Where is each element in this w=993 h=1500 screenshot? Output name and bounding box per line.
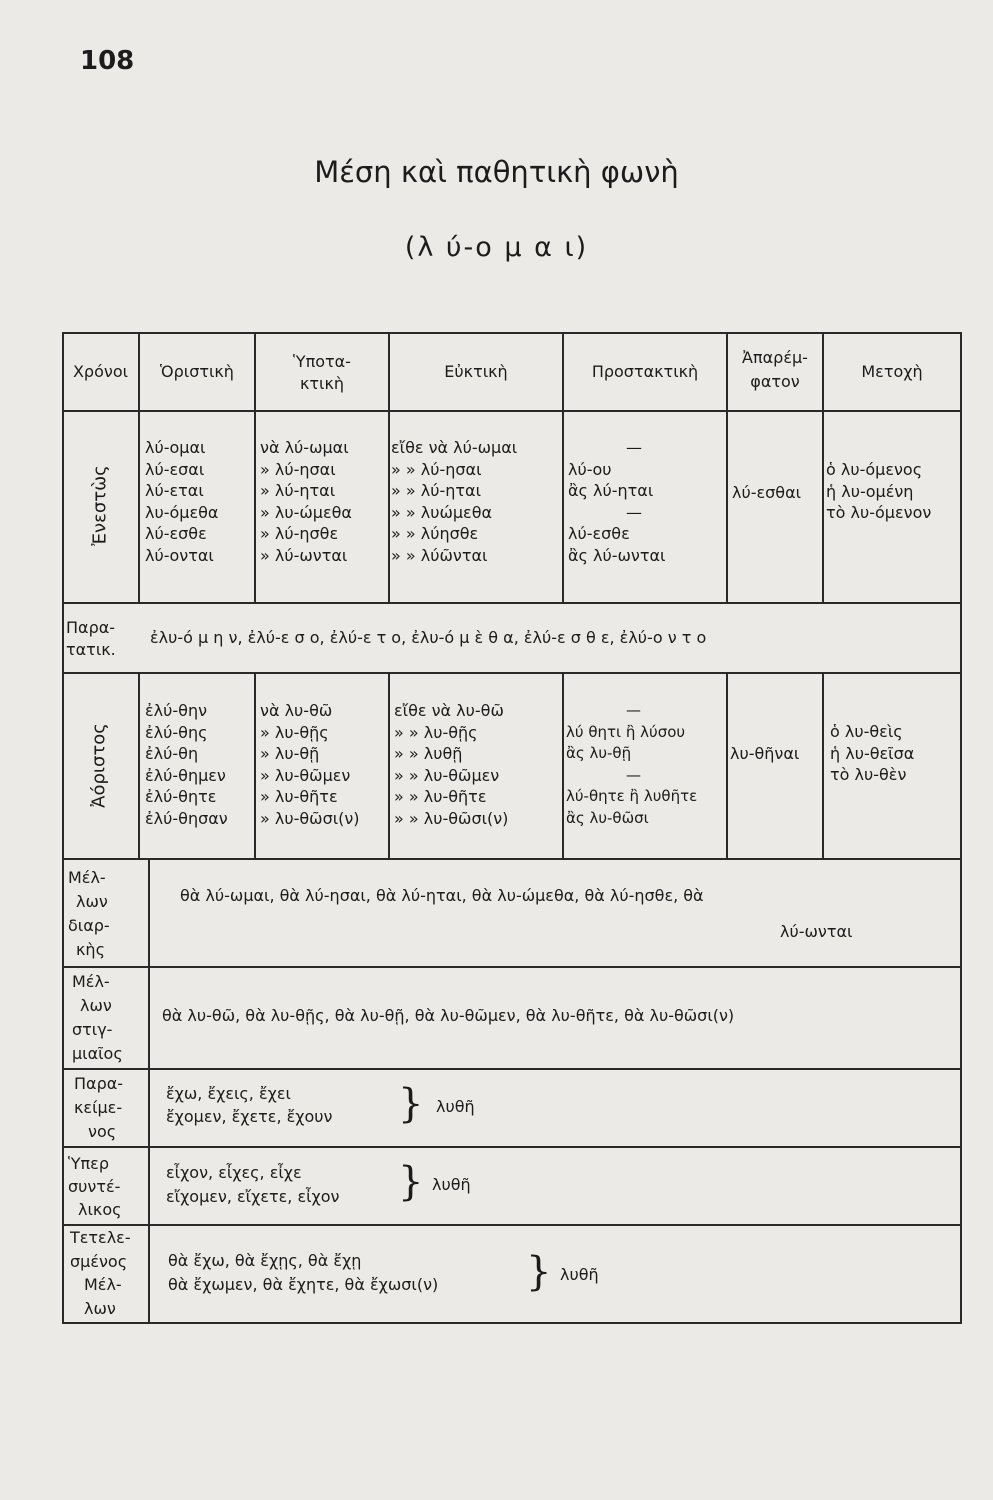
list-item: » λύ-ωνται	[260, 545, 348, 565]
label-line: μιαῖος	[72, 1044, 123, 1063]
future-perfect-brace: }	[526, 1249, 552, 1295]
list-item: » λυ-θῇς	[260, 722, 329, 742]
header-aparemfato-1: Ἀπαρέμ-	[742, 348, 808, 367]
list-item: εἴθε νὰ λυ-θῶ	[394, 701, 504, 720]
list-item: λύ-εται	[145, 481, 204, 500]
aorist-oristiki	[145, 700, 228, 829]
list-item: ἂς λύ-ηται	[568, 481, 654, 500]
label-line: διαρ-	[68, 916, 110, 935]
list-item: » » λύῶνται	[391, 545, 488, 565]
list-item: ἐλύ-θησαν	[145, 808, 228, 828]
list-item: —	[626, 701, 641, 719]
list-item: λύ-ομαι	[145, 438, 206, 457]
present-bottom-rule	[62, 602, 962, 604]
aorist-euktiki	[394, 700, 508, 829]
list-item: ἡ λυ-θεῖσα	[830, 743, 915, 763]
page-title: Μέση καὶ παθητικὴ φωνὴ	[314, 155, 679, 189]
list-item: » λυ-θῶσι(ν)	[260, 808, 360, 828]
list-item: ἂς λυ-θῇ	[566, 744, 632, 762]
list-item: ἡ λυ-ομένη	[826, 481, 914, 501]
list-item: » » λυθῇ	[394, 744, 463, 763]
list-item: » λυ-θῶμεν	[260, 765, 351, 785]
col-divider-3b	[388, 672, 390, 858]
col-divider-4b	[562, 672, 564, 858]
pluperfect-line1: εἶχον, εἶχες, εἶχε	[166, 1163, 302, 1182]
list-item: ἐλύ-θης	[145, 722, 208, 742]
present-oristiki	[145, 437, 218, 566]
header-euktiki: Εὐκτικὴ	[444, 362, 508, 381]
list-item: λύ-ου	[568, 459, 612, 479]
pluperfect-brace: }	[398, 1159, 424, 1205]
list-item: » » λύησθε	[391, 524, 479, 543]
list-item: » λύ-ησθε	[260, 524, 339, 543]
future-perfect-label	[70, 1226, 131, 1320]
future-cont-line2: λύ-ωνται	[780, 922, 853, 941]
aorist-ypotaktiki	[260, 700, 360, 829]
header-oristiki: Ὁριστικὴ	[160, 362, 234, 381]
list-item: » » λυώμεθα	[391, 502, 493, 522]
perfect-brace: }	[398, 1081, 424, 1127]
list-item: ἂς λύ-ωνται	[568, 545, 666, 565]
perfect-label	[74, 1072, 123, 1144]
list-item: λύ-εσθε	[145, 524, 207, 543]
label-divider-lower	[148, 858, 150, 1322]
list-item: λύ θητι ἢ λύσου	[566, 722, 686, 741]
future-simple-forms: θὰ λυ-θῶ, θὰ λυ-θῇς, θὰ λυ-θῇ, θὰ λυ-θῶμεν, θὰ λυ-θῆτε, θὰ λυ-θῶσι(ν)	[162, 1006, 735, 1025]
col-divider-6b	[822, 672, 824, 858]
table-left-rule	[62, 332, 64, 1322]
aorist-metoxi	[830, 721, 914, 786]
perfect-participle: λυθῆ	[436, 1097, 475, 1116]
label-line: συντέ-	[68, 1177, 121, 1196]
imperfect-bottom-rule	[62, 672, 962, 674]
future-perfect-line1: θὰ ἔχω, θὰ ἔχῃς, θὰ ἔχῃ	[168, 1251, 362, 1270]
list-item: λυ-όμεθα	[145, 502, 219, 522]
label-line: λων	[84, 1298, 116, 1318]
list-item: νὰ λυ-θῶ	[260, 701, 333, 720]
list-item: τὸ λυ-θὲν	[830, 765, 907, 784]
header-bottom-rule	[62, 410, 962, 412]
list-item: ἐλύ-θην	[145, 701, 208, 720]
future-cont-line1: θὰ λύ-ωμαι, θὰ λύ-ησαι, θὰ λύ-ηται, θὰ λυ-ώμεθα, θὰ λύ-ησθε, θὰ	[180, 886, 704, 905]
future-simple-bottom-rule	[62, 1068, 962, 1070]
list-item: » » λύ-ησαι	[391, 459, 482, 479]
label-line: κείμε-	[74, 1098, 123, 1117]
label-line: λων	[76, 892, 108, 911]
list-item: —	[626, 502, 642, 522]
list-item: » » λυ-θῶσι(ν)	[394, 808, 509, 828]
perfect-line1: ἔχω, ἔχεις, ἔχει	[166, 1084, 291, 1103]
perfect-line2: ἔχομεν, ἔχετε, ἔχουν	[166, 1107, 333, 1126]
label-line: Ὑπερ	[68, 1154, 109, 1173]
header-ypotaktiki-1: Ὑποτα-	[293, 352, 351, 371]
col-divider-5b	[726, 672, 728, 858]
present-ypotaktiki	[260, 437, 352, 566]
pluperfect-participle: λυθῆ	[432, 1175, 471, 1194]
list-item: » » λυ-θῶμεν	[394, 765, 500, 785]
label-line: Μέλ-	[68, 868, 106, 887]
list-item: ὁ λυ-όμενος	[826, 460, 923, 479]
list-item: λύ-θητε ἢ λυθῆτε	[566, 787, 698, 805]
list-item: ὁ λυ-θεὶς	[830, 722, 903, 741]
list-item: » λυ-θῆτε	[260, 787, 338, 806]
future-perfect-participle: λυθῆ	[560, 1265, 599, 1284]
list-item: λύ-ονται	[145, 545, 214, 565]
future-perfect-line2: θὰ ἔχωμεν, θὰ ἔχητε, θὰ ἔχωσι(ν)	[168, 1275, 439, 1294]
list-item: ἐλύ-θη	[145, 744, 199, 763]
list-item: ἐλύ-θητε	[145, 787, 217, 806]
imperfect-forms: ἐλυ-ό μ η ν, ἐλύ-ε σ ο, ἐλύ-ε τ ο, ἐλυ-ό μ ὲ θ α, ἐλύ-ε σ θ ε, ἐλύ-ο ν τ ο	[150, 628, 707, 647]
list-item: » » λύ-ηται	[391, 481, 481, 500]
list-item: » λυ-ώμεθα	[260, 502, 352, 522]
aorist-prostaktiki	[566, 700, 697, 829]
list-item: τὸ λυ-όμενον	[826, 503, 932, 522]
list-item: εἴθε νὰ λύ-ωμαι	[391, 438, 518, 457]
label-line: Παρα-	[74, 1074, 124, 1093]
future-cont-label	[68, 866, 110, 962]
table-right-rule	[960, 332, 962, 1322]
present-label: Ἐνεστὼς	[89, 465, 111, 546]
future-simple-label	[72, 970, 123, 1066]
label-line: λων	[80, 996, 112, 1015]
label-line: σμένος	[70, 1251, 128, 1271]
header-xronoi: Χρόνοι	[72, 362, 129, 381]
future-cont-bottom-rule	[62, 966, 962, 968]
label-line: Μέλ-	[72, 972, 110, 991]
table-top-rule	[62, 332, 962, 334]
list-item: —	[626, 438, 642, 457]
list-item: » λύ-ηται	[260, 481, 336, 500]
header-metoxi: Μετοχὴ	[861, 362, 923, 381]
header-prostaktiki: Προστακτικὴ	[591, 362, 699, 381]
pluperfect-bottom-rule	[62, 1224, 962, 1226]
page-subtitle: (λ ύ-ο μ α ι)	[404, 232, 589, 263]
list-item: » λύ-ησαι	[260, 459, 336, 479]
present-aparemfato: λύ-εσθαι	[732, 483, 802, 502]
label-line: στιγ-	[72, 1020, 113, 1039]
list-item: λύ-εσαι	[145, 459, 205, 479]
pluperfect-line2: εἴχομεν, εἴχετε, εἶχον	[166, 1187, 340, 1206]
present-metoxi	[826, 459, 931, 524]
label-line: κὴς	[76, 940, 105, 959]
list-item: νὰ λύ-ωμαι	[260, 438, 349, 457]
label-line: λικος	[78, 1200, 122, 1219]
header-aparemfato-2: φατον	[750, 372, 800, 391]
page-number: 108	[80, 46, 135, 76]
label-line: Μέλ-	[84, 1275, 122, 1294]
label-line: Τετελε-	[70, 1228, 131, 1247]
imperfect-label-1: Παρα-	[66, 618, 116, 637]
list-item: » » λυ-θῆτε	[394, 787, 487, 806]
list-item: ἐλύ-θημεν	[145, 765, 226, 785]
list-item: λύ-εσθε	[568, 524, 630, 543]
list-item: » λυ-θῇ	[260, 744, 320, 763]
aorist-aparemfato: λυ-θῆναι	[730, 744, 800, 763]
table-bottom-rule	[62, 1322, 962, 1324]
list-item: —	[626, 765, 641, 784]
list-item: » » λυ-θῇς	[394, 722, 478, 742]
col-divider-2	[254, 332, 256, 602]
header-ypotaktiki-2: κτικὴ	[299, 374, 345, 393]
col-divider-2b	[254, 672, 256, 858]
imperfect-label-2: τατικ.	[66, 640, 116, 659]
aorist-bottom-rule	[62, 858, 962, 860]
present-prostaktiki	[568, 437, 665, 566]
col-divider-1b	[138, 672, 140, 858]
list-item: ἂς λυ-θῶσι	[566, 808, 649, 827]
aorist-label: Ἀόριστος	[88, 723, 110, 808]
label-line: νος	[88, 1122, 117, 1141]
pluperfect-label	[68, 1152, 122, 1221]
perfect-bottom-rule	[62, 1146, 962, 1148]
present-euktiki	[391, 437, 517, 566]
